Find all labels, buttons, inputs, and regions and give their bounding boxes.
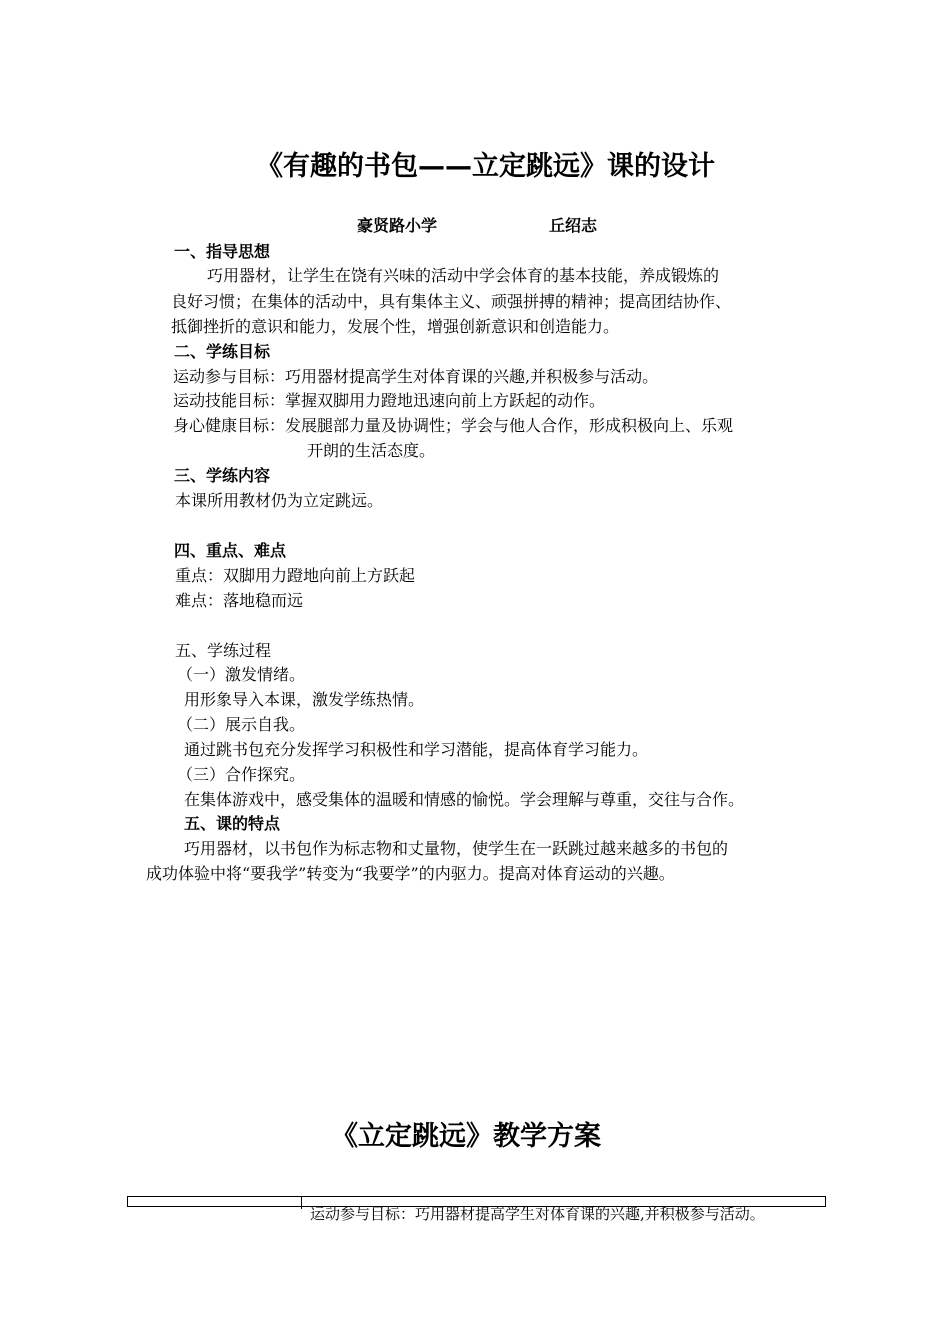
paragraph-line: 通过跳书包充分发挥学习积极性和学习潜能，提高体育学习能力。: [184, 740, 649, 759]
paragraph-line: 难点：落地稳而远: [175, 591, 304, 610]
design-title: 《有趣的书包——立定跳远》课的设计: [256, 151, 715, 182]
paragraph-line: 运动技能目标：掌握双脚用力蹬地迅速向前上方跃起的动作。: [173, 391, 606, 410]
paragraph-line: 运动参与目标：巧用器材提高学生对体育课的兴趣,并积极参与活动。: [173, 367, 659, 386]
paragraph-line: 良好习惯；在集体的活动中，具有集体主义、顽强拼搏的精神；提高团结协作、: [171, 292, 732, 311]
section-heading-content: 三、学练内容: [174, 466, 271, 485]
paragraph-line: 开朗的生活态度。: [307, 441, 436, 460]
section-heading-goals: 二、学练目标: [174, 342, 271, 361]
paragraph-line: （一）激发情绪。: [177, 665, 306, 684]
plan-title: 《立定跳远》教学方案: [331, 1121, 601, 1152]
author-name: 丘绍志: [549, 216, 598, 235]
section-heading-key-points: 四、重点、难点: [174, 541, 287, 560]
table-column-divider: [301, 1197, 302, 1209]
school-name: 豪贤路小学: [357, 216, 438, 235]
table-cell-text: 运动参与目标：巧用器材提高学生对体育课的兴趣,并积极参与活动。: [310, 1205, 765, 1223]
paragraph-line: 巧用器材，以书包作为标志物和丈量物，使学生在一跃跳过越来越多的书包的: [184, 839, 729, 858]
paragraph-line: 巧用器材，让学生在饶有兴味的活动中学会体育的基本技能，养成锻炼的: [207, 266, 720, 285]
paragraph-line: 用形象导入本课，激发学练热情。: [184, 690, 425, 709]
section-heading-guiding-ideas: 一、指导思想: [174, 242, 271, 261]
paragraph-line: （三）合作探究。: [177, 765, 306, 784]
paragraph-line: （二）展示自我。: [177, 715, 306, 734]
paragraph-line: 身心健康目标：发展腿部力量及协调性；学会与他人合作，形成积极向上、乐观: [173, 416, 734, 435]
paragraph-line: 重点：双脚用力蹬地向前上方跃起: [175, 566, 416, 585]
paragraph-line: 成功体验中将“要我学”转变为“我要学”的内驱力。提高对体育运动的兴趣。: [146, 864, 675, 883]
paragraph-line: 在集体游戏中，感受集体的温暖和情感的愉悦。学会理解与尊重，交往与合作。: [184, 790, 745, 809]
section-heading-process: 五、学练过程: [175, 641, 272, 660]
paragraph-line: 本课所用教材仍为立定跳远。: [175, 491, 384, 510]
paragraph-line: 抵御挫折的意识和能力，发展个性，增强创新意识和创造能力。: [171, 317, 620, 336]
section-heading-features: 五、课的特点: [184, 814, 281, 833]
